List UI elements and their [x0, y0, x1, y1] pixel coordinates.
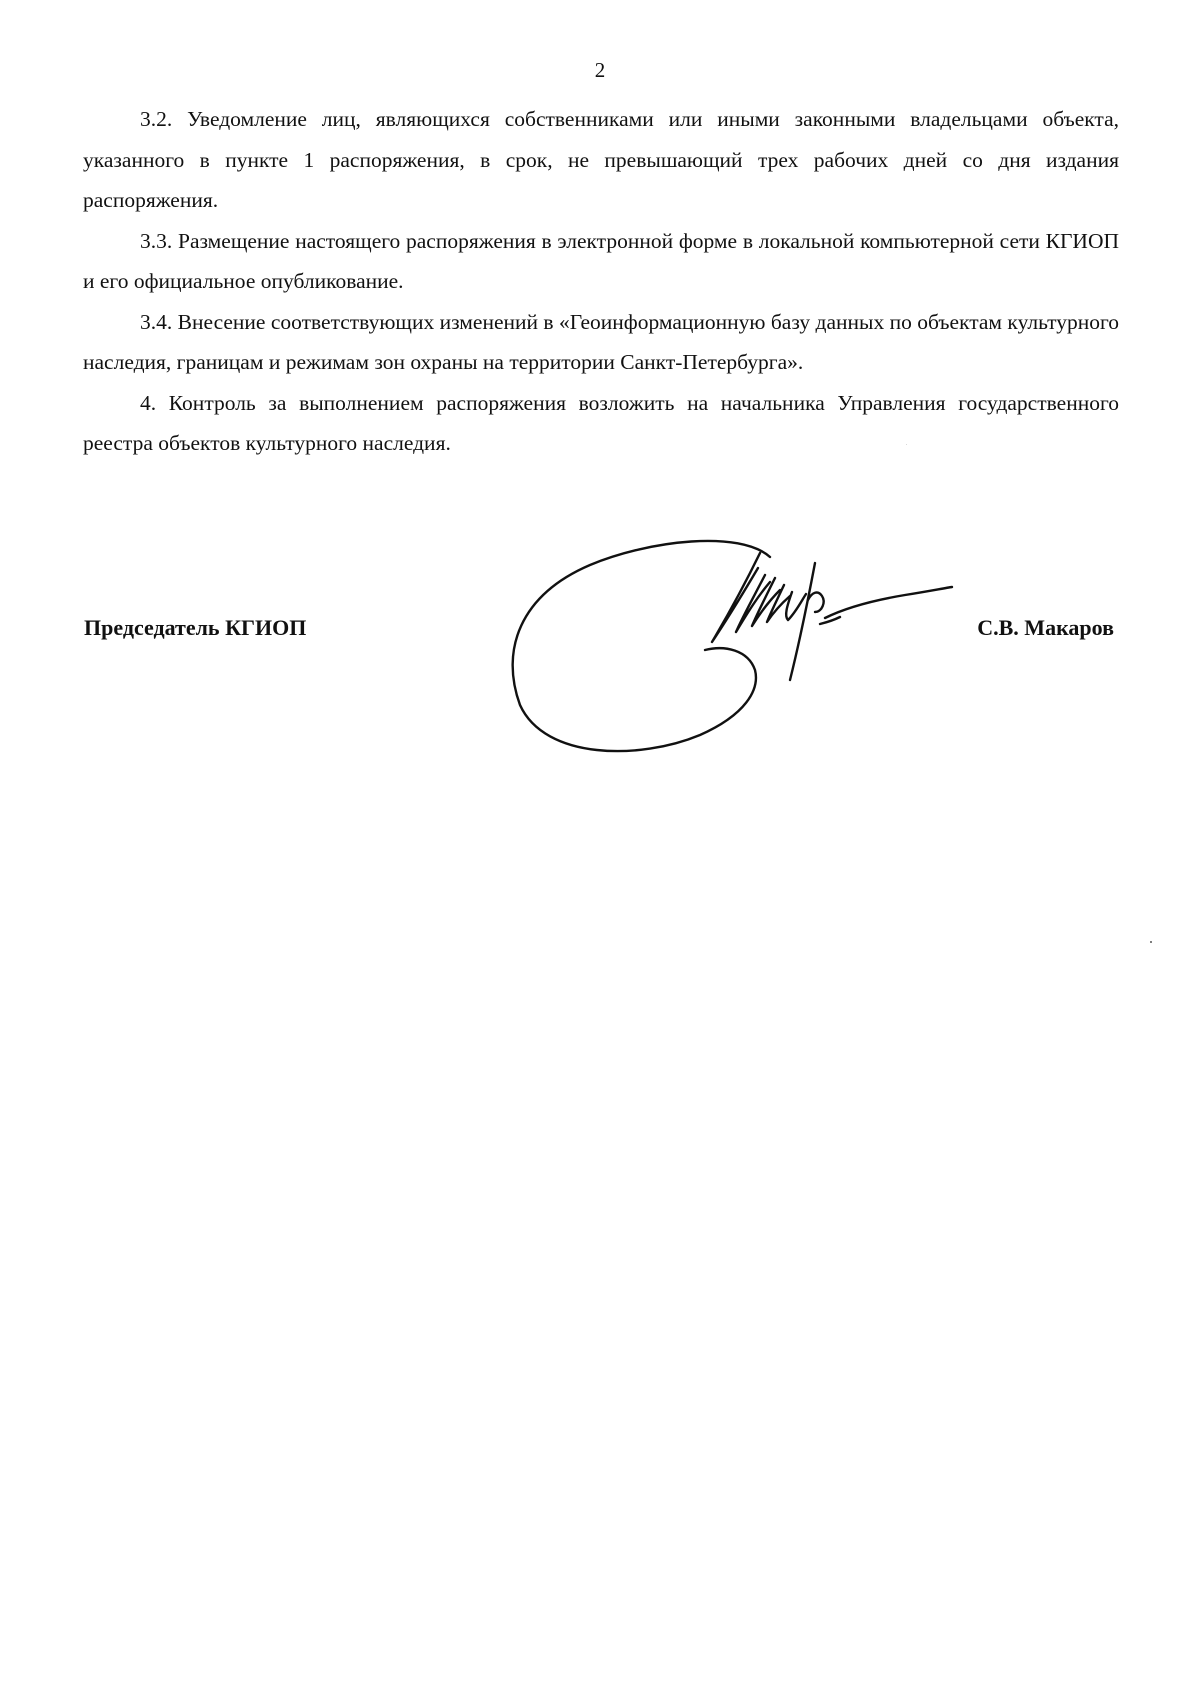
- signer-title: Председатель КГИОП: [84, 615, 307, 640]
- page-number: 2: [594, 58, 606, 82]
- signature-block: [0, 0, 1200, 800]
- paragraph-4: 4. Контроль за выполнением распоряжения возложить на начальника Управления государственного реестра объектов культурного наследия.: [83, 390, 1119, 455]
- scan-speck: [906, 444, 907, 445]
- paragraph-3-2: 3.2. Уведомление лиц, являющихся собственниками или иными законными владельцами объекта, указанного в пункте 1 распоряжения, в срок, не превышающий трех рабочих дней со дня издания распоряжения.: [83, 107, 1119, 212]
- paragraph-3-3: 3.3. Размещение настоящего распоряжения в электронной форме в локальной компьютерной сети КГИОП и его официальное опубликование.: [83, 228, 1119, 293]
- signer-name: С.В. Макаров: [977, 615, 1114, 640]
- handwritten-signature: [0, 0, 1200, 800]
- scan-speck: [1150, 941, 1152, 943]
- paragraph-3-4: 3.4. Внесение соответствующих изменений в «Геоинформационную базу данных по объектам культурного наследия, границам и режимам зон охраны на территории Санкт-Петербурга».: [83, 309, 1119, 374]
